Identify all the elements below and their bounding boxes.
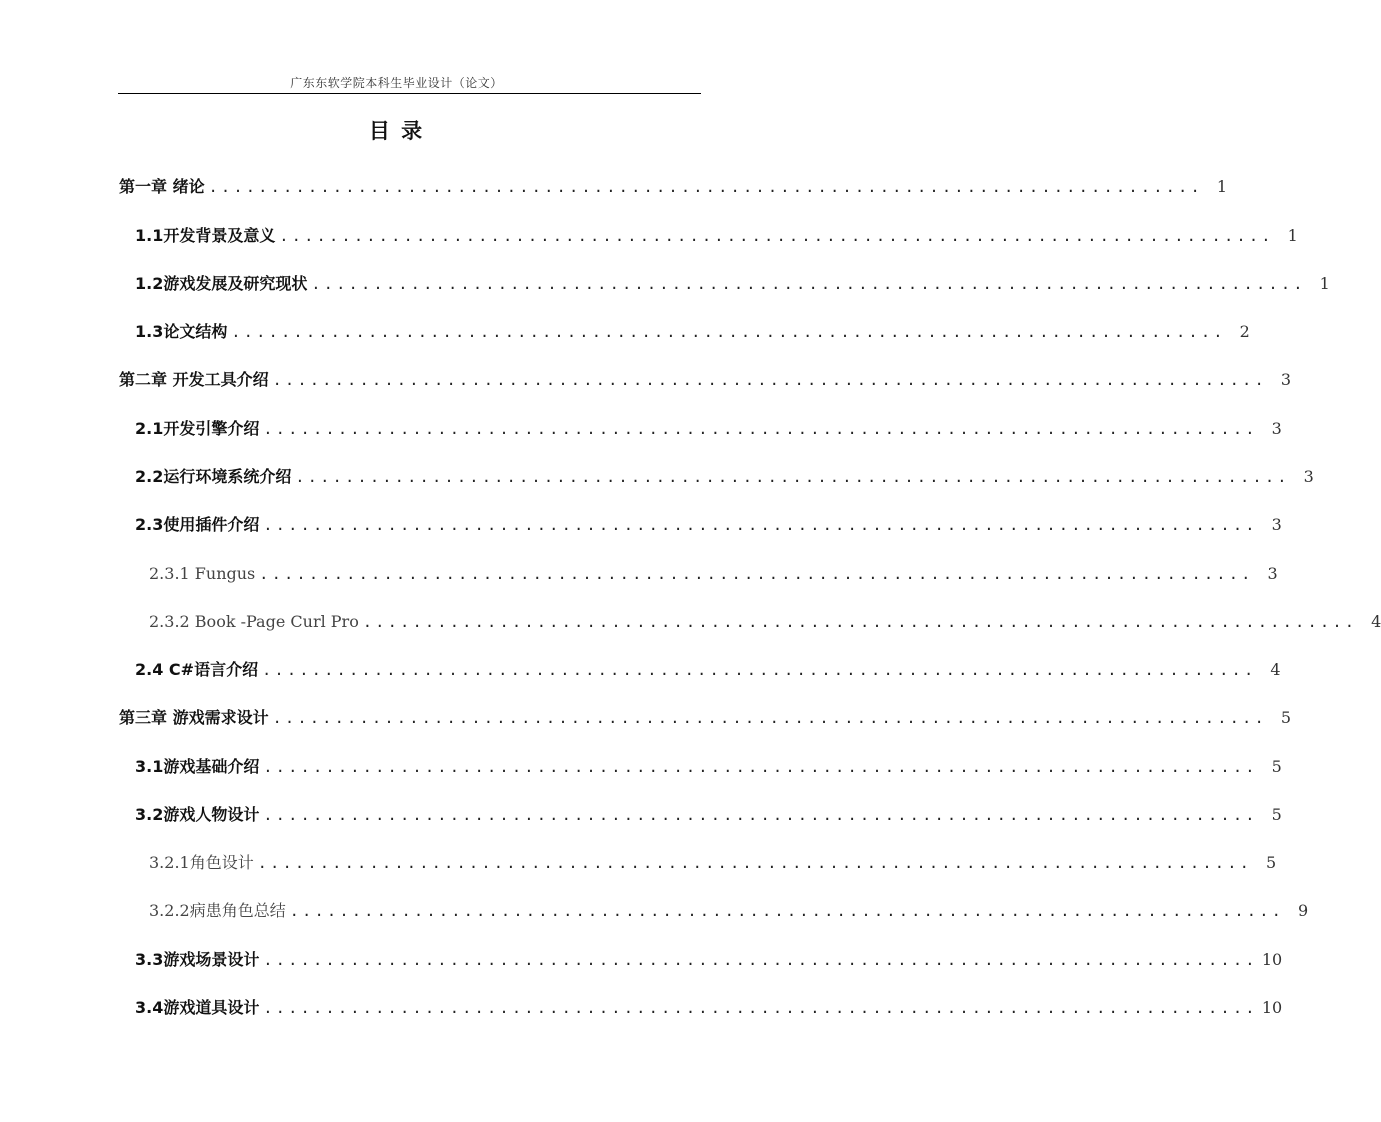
toc-entry[interactable]	[135, 948, 1283, 972]
toc-entry-label: 3.2.2病患角色总结	[149, 901, 286, 920]
toc-leader-dots: ................................................................................	[263, 420, 1258, 438]
toc-leader-dots: ................................................................................	[231, 323, 1226, 341]
toc-leader-dots: ................................................................................	[263, 806, 1258, 824]
toc-entry[interactable]	[149, 899, 1309, 923]
toc-entry-label: 1.3论文结构	[135, 322, 228, 341]
toc-entry-page: 3	[1271, 419, 1282, 438]
toc-leader-dots: ................................................................................	[279, 227, 1274, 245]
toc-leader-dots: ................................................................................	[208, 178, 1204, 196]
toc-entry-page: 3	[1267, 564, 1278, 583]
toc-entry-page: 2	[1239, 322, 1250, 341]
toc-entry-page: 10	[1261, 998, 1283, 1017]
toc-entry-page: 3	[1303, 467, 1314, 486]
toc-entry-label: 3.3游戏场景设计	[135, 950, 260, 969]
toc-entry[interactable]	[135, 465, 1314, 489]
toc-entry-label: 1.1开发背景及意义	[135, 226, 276, 245]
toc-entry-page: 4	[1371, 612, 1381, 631]
toc-entry-label: 第一章 绪论	[119, 177, 205, 196]
toc-entry[interactable]	[135, 658, 1281, 682]
toc-entry-label: 2.3.1 Fungus	[149, 564, 256, 583]
toc-entry[interactable]	[135, 272, 1330, 296]
toc-entry-label: 1.2游戏发展及研究现状	[135, 274, 308, 293]
toc-entry[interactable]	[135, 417, 1282, 441]
toc-entry[interactable]	[135, 803, 1282, 827]
toc-title: 目 录	[368, 119, 425, 143]
toc-entry-page: 10	[1261, 950, 1283, 969]
toc-leader-dots: ................................................................................	[272, 371, 1268, 389]
toc-entry-label: 3.2.1角色设计	[149, 853, 254, 872]
toc-leader-dots: ................................................................................	[259, 565, 1254, 583]
toc-leader-dots: ................................................................................	[263, 516, 1258, 534]
toc-leader-dots: ................................................................................	[263, 758, 1258, 776]
toc-leader-dots: ................................................................................	[295, 468, 1290, 486]
toc-entry-label: 2.2运行环境系统介绍	[135, 467, 292, 486]
toc-entry-page: 4	[1270, 660, 1281, 679]
toc-entry-page: 1	[1216, 177, 1228, 196]
toc-entry-label: 第三章 游戏需求设计	[119, 708, 269, 727]
toc-entry-page: 3	[1271, 515, 1282, 534]
toc-leader-dots: ................................................................................	[289, 902, 1285, 920]
toc-entry[interactable]	[149, 562, 1278, 586]
toc-entry-page: 5	[1280, 708, 1292, 727]
toc-entry-page: 1	[1319, 274, 1330, 293]
toc-entry[interactable]	[119, 368, 1292, 392]
toc-entry-label: 2.4 C#语言介绍	[135, 660, 259, 679]
toc-leader-dots: ................................................................................	[262, 661, 1257, 679]
toc-leader-dots: ................................................................................	[272, 709, 1268, 727]
toc-entry[interactable]	[135, 320, 1250, 344]
toc-leader-dots: ................................................................................	[257, 854, 1253, 872]
toc-leader-dots: ................................................................................	[362, 613, 1358, 631]
toc-entry-label: 2.3.2 Book -Page Curl Pro	[149, 612, 359, 631]
toc-entry[interactable]	[149, 610, 1381, 634]
toc-entry[interactable]	[119, 706, 1292, 730]
toc-entry-page: 5	[1266, 853, 1277, 872]
toc-entry-label: 3.2游戏人物设计	[135, 805, 260, 824]
toc-entry[interactable]	[135, 513, 1282, 537]
toc-entry-page: 9	[1298, 901, 1309, 920]
toc-entry-page: 5	[1271, 757, 1282, 776]
toc-entry[interactable]	[135, 755, 1282, 779]
page-header: 广东东软学院本科生毕业设计（论文）	[290, 76, 503, 90]
toc-entry-label: 3.1游戏基础介绍	[135, 757, 260, 776]
toc-leader-dots: ................................................................................	[311, 275, 1306, 293]
toc-entry-page: 1	[1287, 226, 1298, 245]
toc-leader-dots: ................................................................................	[263, 951, 1258, 969]
toc-entry[interactable]	[119, 175, 1228, 199]
toc-leader-dots: ................................................................................	[263, 999, 1258, 1017]
header-rule	[118, 93, 701, 94]
toc-entry-page: 3	[1280, 370, 1292, 389]
toc-entry[interactable]	[135, 996, 1283, 1020]
toc-entry-label: 第二章 开发工具介绍	[119, 370, 269, 389]
toc-entry-page: 5	[1271, 805, 1282, 824]
toc-entry[interactable]	[135, 224, 1298, 248]
toc-entry-label: 3.4游戏道具设计	[135, 998, 260, 1017]
toc-entry-label: 2.3使用插件介绍	[135, 515, 260, 534]
toc-entry-label: 2.1开发引擎介绍	[135, 419, 260, 438]
toc-entry[interactable]	[149, 851, 1277, 875]
